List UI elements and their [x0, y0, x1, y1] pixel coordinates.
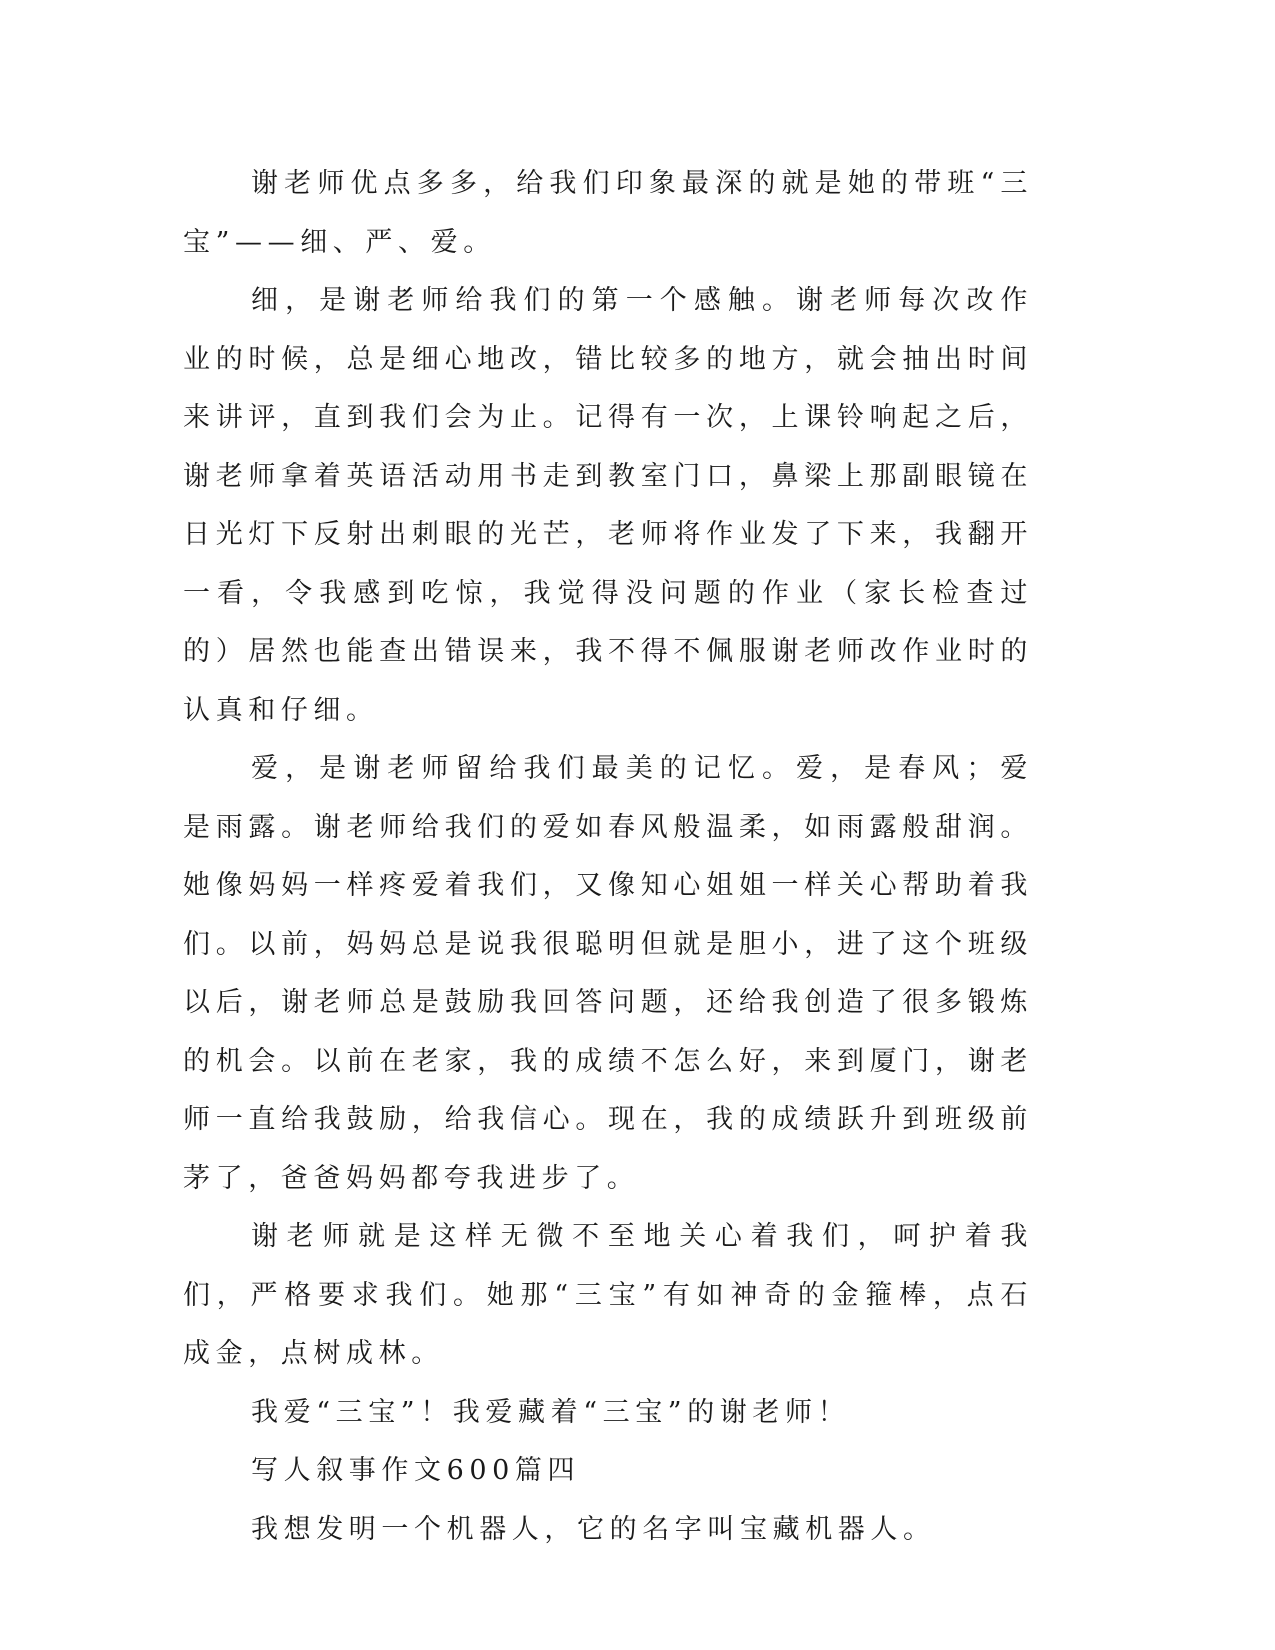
paragraph-love: 爱，是谢老师留给我们最美的记忆。爱，是春风；爱是雨露。谢老师给我们的爱如春风般温柔，如雨露般甜润。她像妈妈一样疼爱着我们，又像知心姐姐一样关心帮助着我们。以前，妈妈总是说我很聪明但就是胆小，进了这个班级以后，谢老师总是鼓励我回答问题，还给我创造了很多锻炼的机会。以前在老家，我的成绩不怎么好，来到厦门，谢老师一直给我鼓励，给我信心。现在，我的成绩跃升到班级前茅了，爸爸妈妈都夸我进步了。 [183, 753, 1033, 1194]
paragraph-three-treasures-intro: 谢老师优点多多，给我们印象最深的就是她的带班“三宝”——细、严、爱。 [183, 168, 1033, 258]
paragraph-careful: 细，是谢老师给我们的第一个感触。谢老师每次改作业的时候，总是细心地改，错比较多的地方，就会抽出时间来讲评，直到我们会为止。记得有一次，上课铃响起之后，谢老师拿着英语活动用书走到教室门口，鼻梁上那副眼镜在日光灯下反射出刺眼的光芒，老师将作业发了下来，我翻开一看，令我感到吃惊，我觉得没问题的作业（家长检查过的）居然也能查出错误来，我不得不佩服谢老师改作业时的认真和仔细。 [183, 285, 1033, 726]
document-body [183, 155, 1033, 1559]
section-heading: 写人叙事作文600篇四 [251, 1455, 581, 1486]
paragraph-robot-intro: 我想发明一个机器人，它的名字叫宝藏机器人。 [251, 1513, 936, 1545]
paragraph-exclamation: 我爱“三宝”！我爱藏着“三宝”的谢老师！ [251, 1396, 851, 1428]
paragraph-summary: 谢老师就是这样无微不至地关心着我们，呵护着我们，严格要求我们。她那“三宝”有如神奇的金箍棒，点石成金，点树成林。 [183, 1221, 1033, 1369]
